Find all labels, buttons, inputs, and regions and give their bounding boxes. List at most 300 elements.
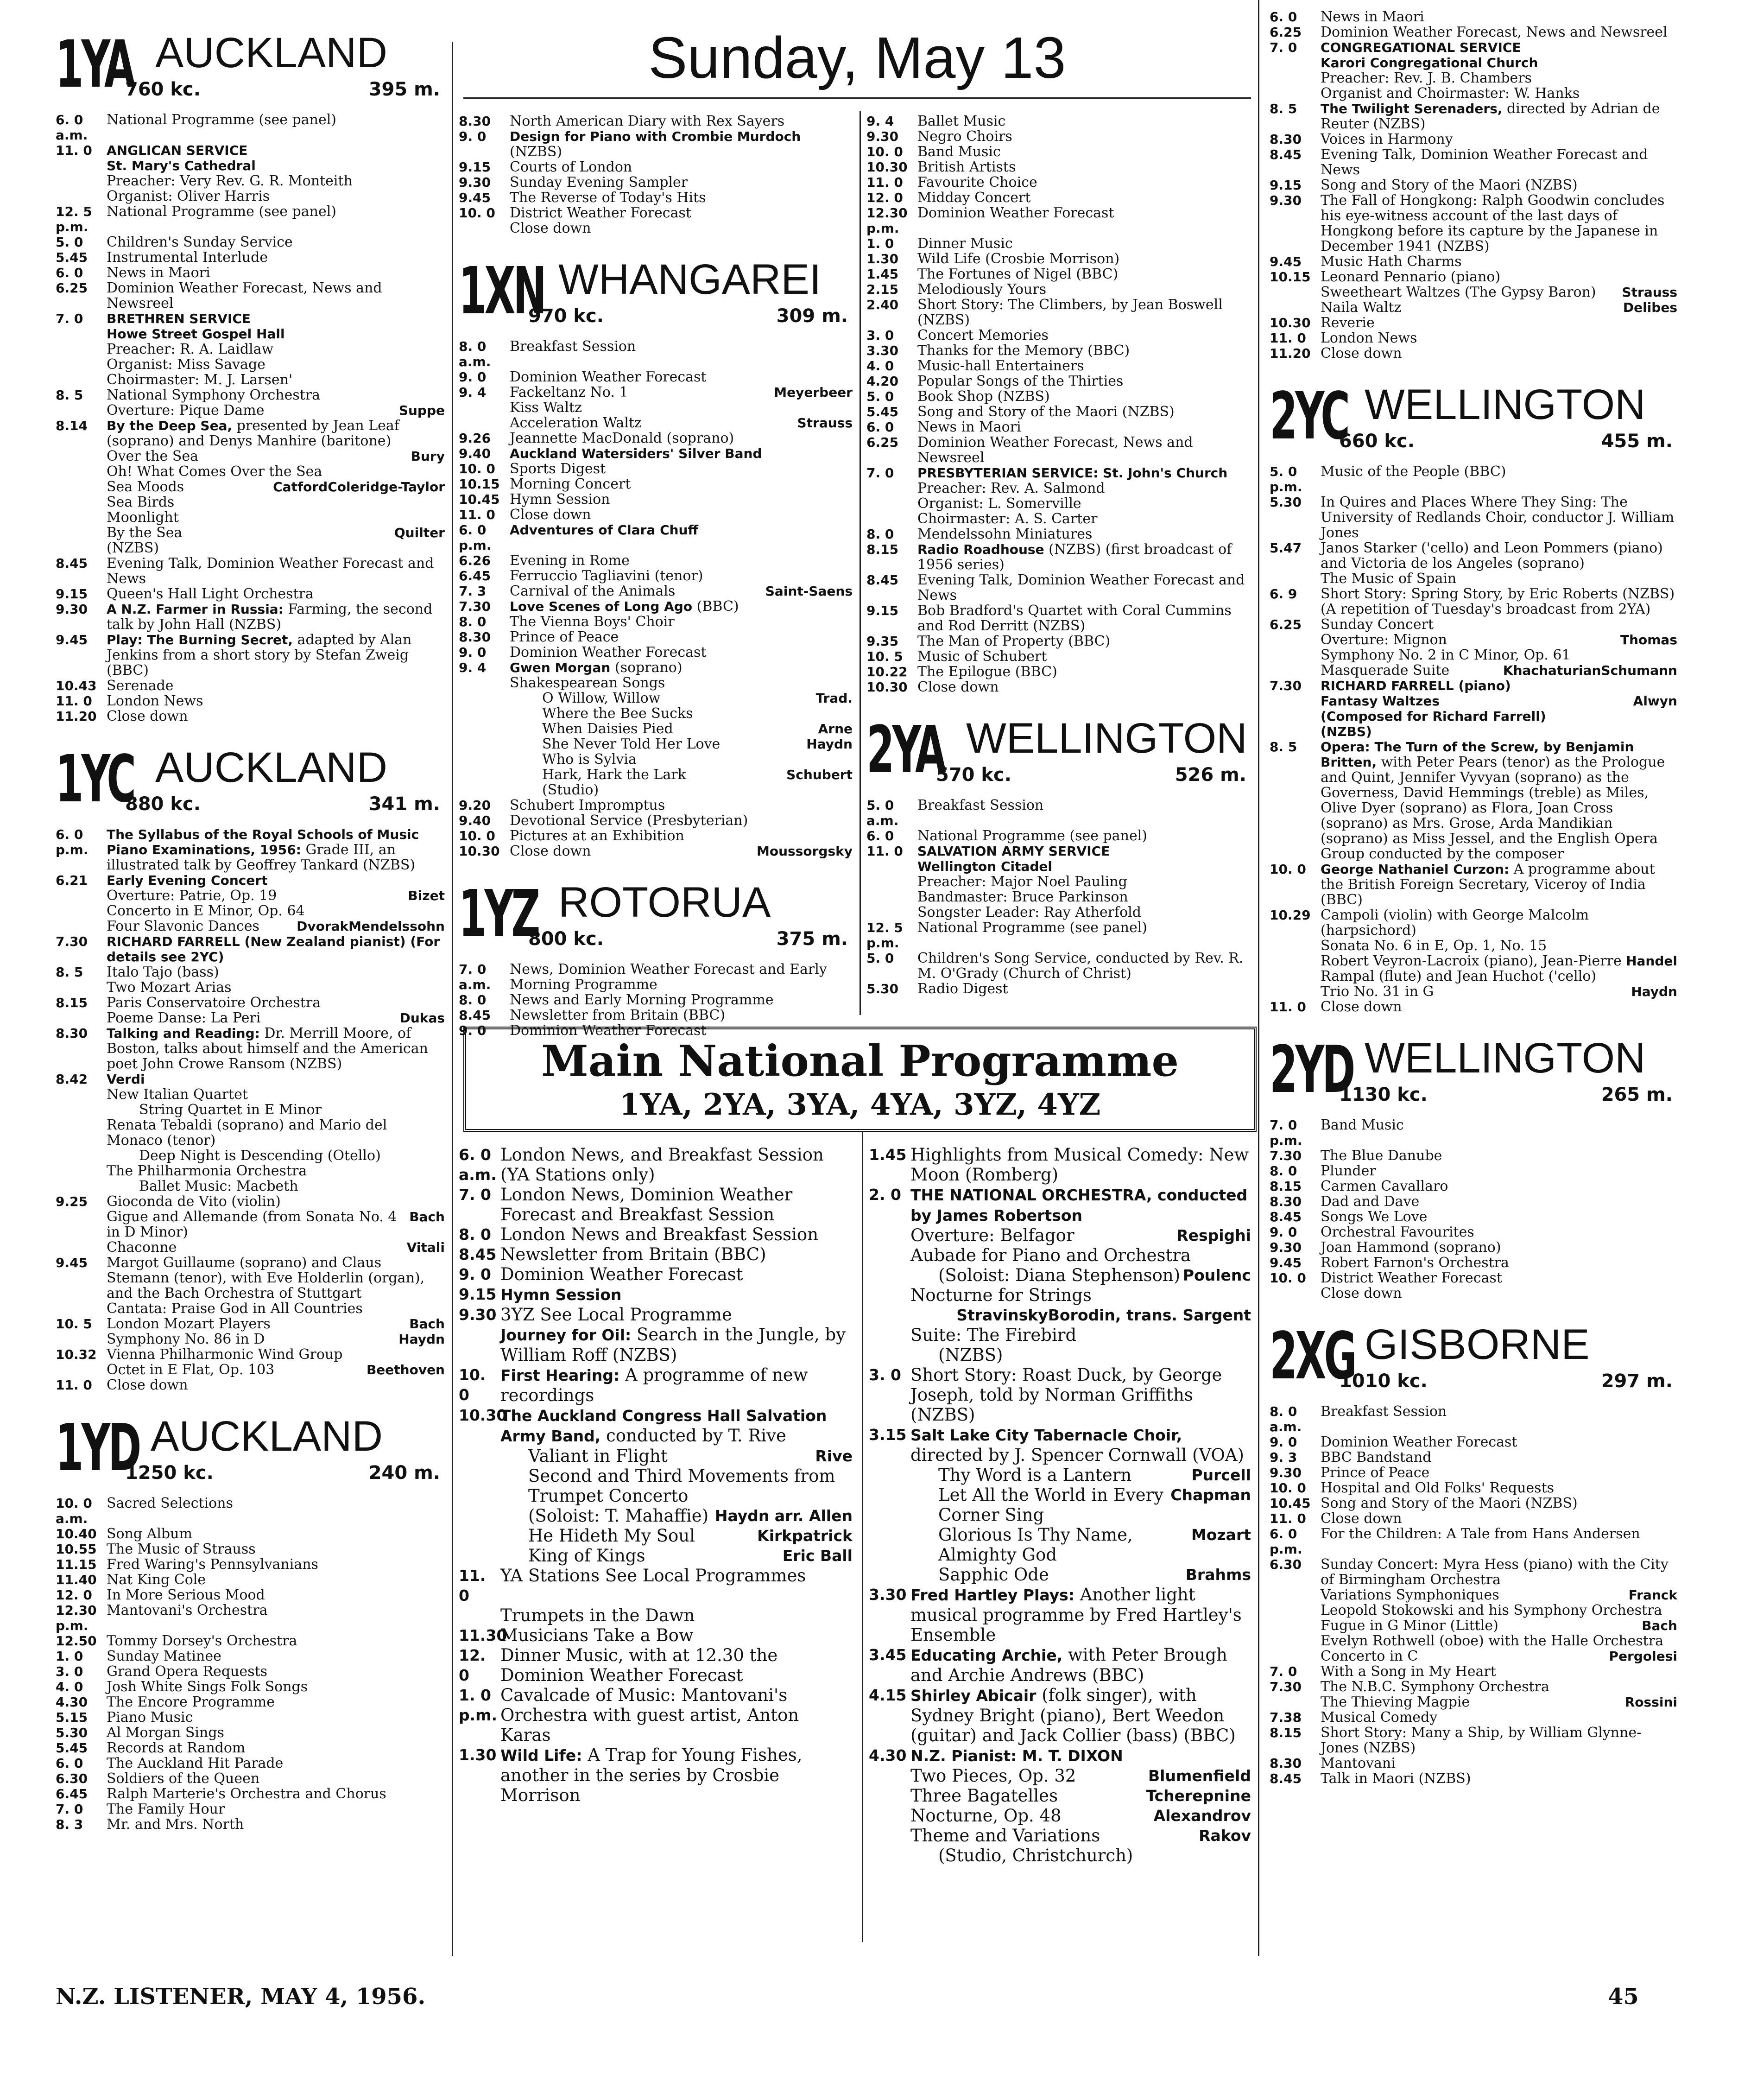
subline-text: Howe Street Gospel Hall [107,326,285,342]
programme-detail: Dominion Weather Forecast [510,1022,707,1039]
subline-text: Sapphic Ode [938,1565,1049,1585]
programme-text [107,250,445,265]
programme-text [917,328,1251,343]
programme-row [1270,101,1677,132]
programme-detail: Evening Talk, Dominion Weather Forecast and News [917,572,1245,603]
programme-text [1321,1679,1677,1694]
programme-detail: Schubert Impromptus [510,797,665,813]
programme-row [1270,9,1677,25]
programme-text [917,844,1251,859]
programme-subline [56,173,445,189]
programme-row [866,664,1251,679]
programme-row [1270,907,1677,938]
programme-row [459,629,853,645]
programme-row [866,542,1251,572]
programme-text [510,190,853,205]
time-label: 11. 0 [459,1567,486,1605]
programme-subline [869,1806,1251,1826]
programme-detail: Dad and Dave [1321,1193,1420,1210]
programme-detail: Song and Story of the Maori (NZBS) [917,404,1175,420]
time-label: 6.30 [1270,1557,1302,1572]
programme-subline [459,1526,853,1546]
composer: Catford [273,479,328,495]
station-name: WHANGAREI [558,256,822,303]
subline-text: (NZBS) [938,1345,1003,1365]
programme-detail: Dinner Music, with at 12.30 the Dominion Weather Forecast [500,1645,778,1685]
programme-row [1270,1117,1677,1148]
programme-text [510,507,853,522]
date-rule [463,97,1251,99]
programme-row [459,1244,853,1264]
programme-detail: Hymn Session [510,491,610,508]
programme-text [1321,346,1677,361]
programme-row [866,679,1251,695]
programme-row [1270,1163,1677,1179]
station-frequency: 880 kc. [125,793,201,815]
programme-subline [56,357,445,372]
time-label: 10.15 [1270,269,1311,285]
time-label: 9. 4 [866,114,894,129]
time-label: 12. 0 [56,1587,92,1603]
subline-text: (Studio, Christchurch) [938,1846,1133,1865]
programme-row [866,798,1251,828]
programme-title: The Twilight Serenaders, [1321,101,1503,116]
programme-row [866,844,1251,859]
composer: Haydn arr. Allen [714,1507,853,1525]
programme-detail: Short Story: The Climbers, by Jean Boswell (NZBS) [917,297,1223,328]
subline-text: Robert Veyron-Lacroix (piano), Jean-Pierre Rampal (flute) and Jean Huchot ('cello) [1321,953,1622,984]
programme-detail: The Family Hour [107,1801,225,1817]
programme-row [459,129,853,159]
programme-subline [459,1546,853,1566]
composer: Beethoven [366,1362,445,1377]
programme-text [107,1740,445,1756]
programme-text [107,1347,445,1362]
time-label: 7. 0 a.m. [459,962,491,992]
time-label: 5.30 [866,981,899,996]
time-label: 10. 0 [459,205,495,221]
composer: Rakov [1199,1827,1251,1845]
subline-text: Choirmaster: M. J. Larsen' [107,372,293,388]
programme-detail: Talk in Maori (NZBS) [1321,1770,1471,1787]
programme-row [459,599,853,614]
programme-subline [459,736,853,752]
composer: Schubert [786,767,853,782]
programme-text [107,387,445,403]
time-label: 8.15 [1270,1725,1302,1740]
programme-title: Design for Piano with Crombie Murdoch [510,129,801,144]
programme-detail: Prince of Peace [510,629,619,645]
programme-row [459,553,853,568]
programme-detail: Dominion Weather Forecast [510,644,707,660]
programme-row [459,446,853,461]
column-4 [1270,9,1677,1956]
programme-subline [56,980,445,995]
programme-text [107,280,445,311]
composer: Brahms [1185,1566,1251,1584]
programme-text [1321,1664,1677,1679]
programme-text [910,1185,1251,1225]
programme-title: ANGLICAN SERVICE [107,143,248,158]
programme-subline [869,1345,1251,1365]
composer: Haydn [806,736,853,752]
time-label: 3. 0 [56,1664,83,1679]
station-call-sign: 1XN [459,254,545,329]
composer: Purcell [1191,1466,1251,1484]
programme-row [459,476,853,492]
composer: Dukas [399,1010,445,1026]
programme-detail: Ferruccio Tagliavini (tenor) [510,568,703,584]
programme-row [1270,1679,1677,1694]
programme-row [459,461,853,476]
time-label: 7. 0 [56,311,83,326]
subline-text: Preacher: Rev. J. B. Chambers [1321,70,1532,86]
programme-row [56,1694,445,1710]
time-label: 10.30 [459,844,500,859]
programme-title: BRETHREN SERVICE [107,311,251,326]
programme-text [1321,1270,1677,1286]
programme-subline [56,1209,445,1240]
station-section [1270,1320,1677,1786]
programme-text [510,1023,853,1038]
subline-text: Octet in E Flat, Op. 103 [107,1362,275,1378]
programme-text [107,1377,445,1393]
programme-detail: presented by Jean Leaf (soprano) and Denys Manhire (baritone) [107,418,399,449]
programme-detail: Dominion Weather Forecast [500,1264,743,1284]
programme-text [500,1566,853,1605]
programme-text [107,204,445,235]
programme-row [1270,1664,1677,1679]
station-section [56,742,445,1393]
programme-text [1321,132,1677,147]
programme-text [1321,1756,1677,1771]
programme-detail: Robert Farnon's Orchestra [1321,1255,1509,1271]
time-label: 8. 5 [56,964,83,980]
time-label: 11.20 [56,709,97,724]
composer: Haydn [398,1332,445,1347]
station-name: ROTORUA [558,879,771,926]
programme-text [1321,1771,1677,1786]
time-label: 7. 0 [459,1186,491,1204]
station-header [459,877,853,956]
composer: Blumenfield [1148,1767,1251,1785]
programme-row [866,282,1251,297]
programme-detail: with Peter Brough and Archie Andrews (BBC) [910,1645,1227,1685]
time-label: 7. 0 [866,465,894,481]
subline-text: Variations Symphoniques [1321,1587,1499,1603]
programme-text [1321,1496,1677,1511]
programme-detail: conducted by T. Rive [606,1426,786,1446]
subline-detail: Search in the Jungle, by William Roff (NZBS) [500,1325,846,1365]
subline-text: Cantata: Praise God in All Countries [107,1301,363,1317]
subline-text: Evelyn Rothwell (oboe) with the Halle Orchestra [1321,1633,1664,1649]
programme-row [56,1377,445,1393]
programme-subline [56,449,445,464]
programme-detail: Song and Story of the Maori (NZBS) [1321,1495,1578,1511]
programme-subline [869,1285,1251,1305]
subline-text: Two Mozart Arias [107,979,232,996]
time-label: 8.45 [1270,1209,1302,1224]
station-wavelength: 309 m. [776,305,848,327]
programme-detail: The Music of Strauss [107,1541,256,1557]
subline-text: Glorious Is Thy Name, Almighty God [938,1525,1133,1565]
programme-row [869,1145,1251,1185]
programme-detail: News in Maori [1321,9,1424,25]
programme-text [107,112,445,143]
time-label: 7.30 [1270,1148,1302,1163]
programme-detail: Nat King Cole [107,1572,206,1588]
programme-row [866,266,1251,282]
subline-text: (Soloist: T. Mahaffie) [528,1506,709,1526]
time-label: 11. 0 [1270,999,1306,1015]
column-3 [866,114,1251,1022]
subline-text: Trio No. 31 in G [1321,983,1434,1000]
programme-text [107,1710,445,1725]
time-label: 10.30 [459,1406,507,1424]
programme-text [510,553,853,568]
programme-text [917,205,1251,236]
programme-subline [1270,984,1677,999]
time-label: 10. 0 [1270,1480,1306,1496]
station-header [459,254,853,333]
time-label: 10.45 [1270,1496,1311,1511]
time-label: 7.30 [56,934,88,949]
programme-row [56,1817,445,1832]
programme-subline [459,767,853,782]
programme-row [56,1679,445,1694]
subline-text: Symphony No. 2 in C Minor, Op. 61 [1321,647,1571,663]
programme-row [56,1664,445,1679]
programme-detail: A programme about the British Foreign Secretary, Viceroy of India (BBC) [1321,861,1655,908]
programme-subline [866,496,1251,511]
subline-text: Sea Birds [107,494,175,510]
programme-row [866,527,1251,542]
programme-row [56,602,445,632]
time-label: 4.15 [869,1686,907,1704]
programme-detail: The Fortunes of Nigel (BBC) [917,266,1119,282]
time-label: 3.30 [866,343,899,358]
station-wavelength: 265 m. [1601,1084,1673,1105]
programme-row [459,159,853,175]
programme-detail: North American Diary with Rex Sayers [510,113,785,129]
programme-subline [459,221,853,236]
programme-row [459,1685,853,1745]
subline-text: Choirmaster: A. S. Carter [917,511,1098,527]
programme-detail: Orchestral Favourites [1321,1224,1474,1240]
programme-row [866,343,1251,358]
programme-row [866,374,1251,389]
programme-row [459,1008,853,1023]
programme-text [107,1572,445,1587]
subline-text: Wellington Citadel [917,859,1053,874]
programme-row [1270,315,1677,330]
time-label: 9.25 [56,1194,88,1209]
programme-detail: Dinner Music [917,235,1013,252]
programme-text [1321,1209,1677,1224]
time-label: 8. 0 [459,1225,491,1244]
subline-text: (Soloist: Diana Stephenson) [938,1265,1181,1285]
programme-text [1321,1725,1677,1756]
programme-detail: District Weather Forecast [1321,1270,1502,1286]
programme-row [459,992,853,1008]
time-label: 10.22 [866,664,908,679]
programme-text [917,236,1251,251]
subline-text: Bandmaster: Bruce Parkinson [917,889,1128,905]
programme-title: RICHARD FARRELL (piano) [1321,678,1511,693]
programme-detail: Newsletter from Britain (BBC) [500,1244,766,1264]
composer: Rossini [1624,1694,1677,1710]
programme-title: CONGREGATIONAL SERVICE [1321,40,1521,55]
programme-row [1270,193,1677,254]
time-label: 8. 5 [1270,739,1297,755]
composer: Bach [409,1209,445,1224]
programme-text [917,266,1251,282]
programme-text [917,828,1251,844]
programme-text [107,1786,445,1802]
programme-text [1321,1526,1677,1557]
programme-detail: Song Album [107,1526,192,1542]
programme-row [866,649,1251,664]
subline-text: Oh! What Comes Over the Sea [107,463,322,480]
programme-row [866,129,1251,144]
footer-left: N.Z. LISTENER, MAY 4, 1956. [56,1984,426,2010]
programme-detail: Musicians Take a Bow [500,1625,694,1645]
programme-text [1321,617,1677,632]
programme-detail: Songs We Love [1321,1209,1428,1225]
programme-detail: National Symphony Orchestra [107,387,321,403]
programme-detail: Margot Guillaume (soprano) and Claus Stemann (tenor), with Eve Holderlin (organ), and the Bach Orchestra of Stuttgart [107,1255,425,1301]
time-label: 6. 0 [56,1756,83,1771]
programme-detail: Melodiously Yours [917,281,1047,298]
time-label: 11. 0 [1270,1511,1306,1526]
time-label: 6.25 [866,435,899,450]
programme-row [866,419,1251,435]
subline-text: String Quartet in E Minor [139,1102,322,1118]
programme-text [910,1585,1251,1645]
time-label: 5. 0 [866,951,894,966]
programme-subline [1270,632,1677,647]
programme-text [107,1194,445,1209]
programme-subline [459,782,853,798]
programme-text [917,634,1251,649]
time-label: 9. 0 [459,645,487,660]
subline-text: Theme and Variations [910,1826,1100,1846]
programme-row [866,951,1251,981]
time-label: 8.15 [1270,1179,1302,1194]
station-name: AUCKLAND [155,744,388,791]
programme-text [107,632,445,678]
programme-detail: Sunday Concert: Myra Hess (piano) with the City of Birmingham Orchestra [1321,1556,1668,1588]
station-call-sign: 1YC [56,742,134,817]
programme-text [500,1365,853,1405]
subline-text: Four Slavonic Dances [107,918,259,934]
programme-row [1270,1710,1677,1725]
programme-text [1321,1434,1677,1450]
programme-detail: Mantovani's Orchestra [107,1602,268,1618]
programme-detail: Devotional Service (Presbyterian) [510,812,748,829]
programme-detail: Band Music [917,144,1001,160]
programme-detail: Pictures at an Exhibition [510,828,684,844]
time-label: 8.30 [459,114,491,129]
national-left [459,1145,853,1970]
programme-row [866,603,1251,634]
programme-title: Wild Life: [500,1746,582,1764]
programme-text [510,629,853,645]
programme-title: Play: The Burning Secret, [107,632,293,647]
subline-text: Symphony No. 86 in D [107,1331,265,1347]
programme-text [510,844,757,859]
programme-row [1270,346,1677,361]
time-label: 8.15 [56,995,88,1010]
time-label: 10.32 [56,1347,97,1362]
subline-text: Organist: Oliver Harris [107,188,270,204]
programme-title: THE NATIONAL ORCHESTRA, conducted by James Robertson [910,1186,1248,1224]
programme-subline [1270,300,1677,315]
programme-text [500,1305,853,1325]
programme-row [56,693,445,709]
programme-text [910,1645,1251,1685]
time-label: 8.30 [1270,1194,1302,1209]
time-label: 11.20 [1270,346,1311,361]
programme-row [56,311,445,326]
programme-row [56,265,445,280]
time-label: 10.43 [56,678,97,693]
programme-row [56,1496,445,1526]
programme-detail: Close down [1321,345,1402,362]
time-label: 5.45 [56,1740,88,1756]
programme-text [917,435,1251,465]
programme-detail: Popular Songs of the Thirties [917,373,1124,389]
programme-detail: Grand Opera Requests [107,1663,268,1680]
programme-text [107,1771,445,1786]
programme-text [1321,178,1677,193]
composer: Quilter [394,525,445,540]
programme-detail: Bob Bradford's Quartet with Coral Cummins and Rod Derritt (NZBS) [917,603,1232,634]
programme-text [107,827,445,873]
station-wavelength: 395 m. [368,79,440,100]
programme-text [1321,193,1677,254]
programme-row [459,1185,853,1224]
programme-text [500,1625,853,1645]
programme-subline [866,511,1251,527]
subline-text: He Hideth My Soul [528,1526,695,1546]
subline-text: Nocturne, Op. 48 [910,1806,1062,1826]
programme-text [107,1694,445,1710]
programme-text [1321,1240,1677,1255]
programme-detail: Breakfast Session [1321,1403,1447,1420]
programme-text [107,1802,445,1817]
station-frequency: 800 kc. [528,928,604,950]
programme-detail: The Auckland Hit Parade [107,1755,284,1771]
subline-text: Overture: Patrie, Op. 19 [107,888,277,904]
programme-detail: Close down [510,843,591,859]
subline-text: Preacher: Rev. A. Salmond [917,480,1105,496]
programme-text [1321,269,1677,285]
time-label: 8. 5 [1270,101,1297,116]
programme-subline [1270,285,1677,300]
programme-text [107,678,445,693]
programme-text [107,1633,445,1649]
time-label: 8. 0 [1270,1163,1297,1179]
programme-row [866,465,1251,481]
programme-row [56,204,445,235]
programme-subline [1270,571,1677,586]
programme-row [869,1365,1251,1425]
programme-text [510,962,853,992]
time-label: 12.30 p.m. [56,1603,97,1633]
programme-row [56,1802,445,1817]
programme-row [1270,1465,1677,1480]
